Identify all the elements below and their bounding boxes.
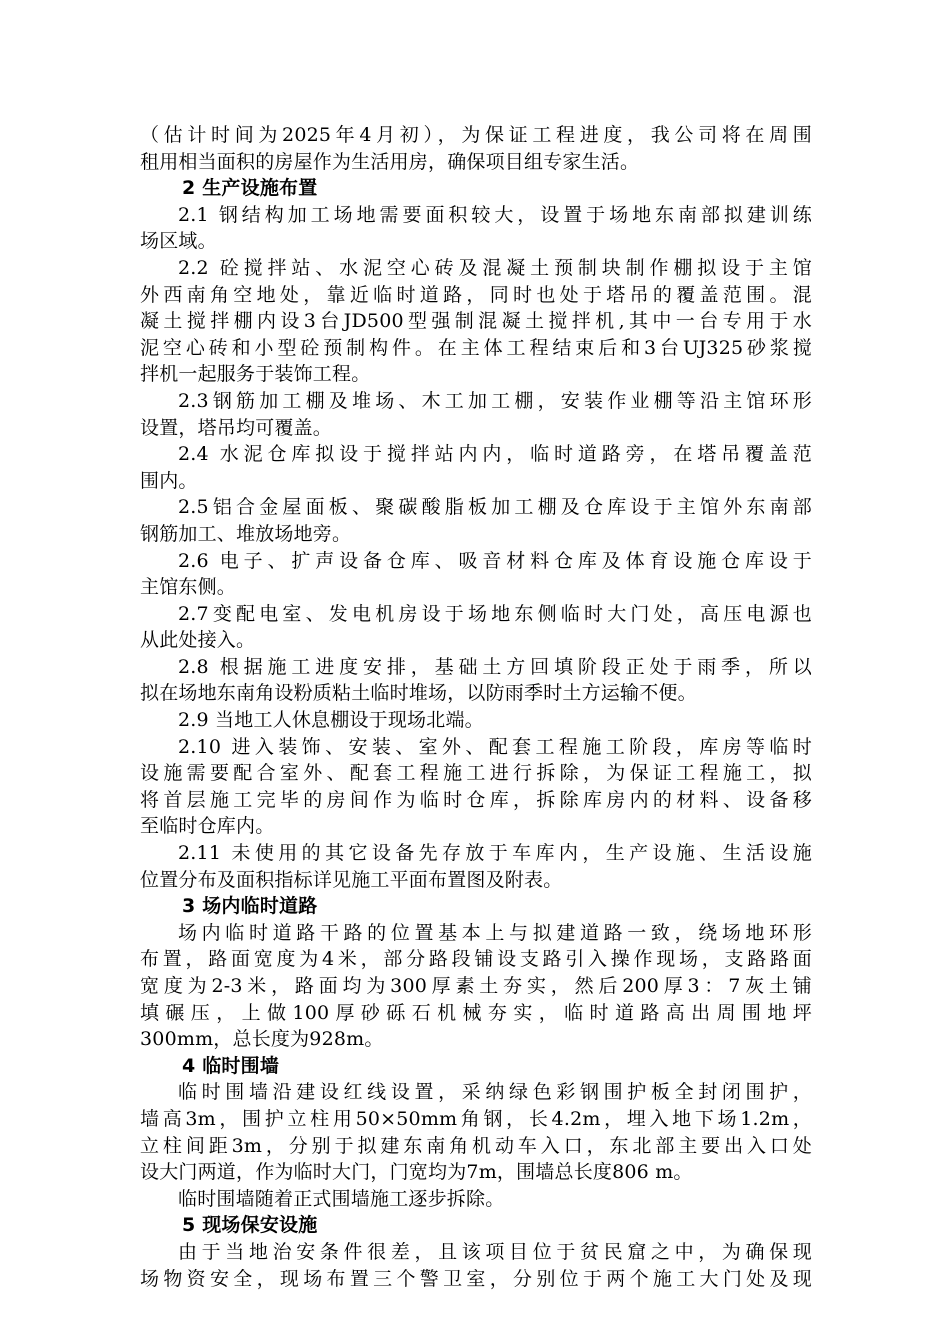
text-line: 2.6 电子、扩声设备仓库、吸音材料仓库及体育设施仓库设于 — [178, 549, 812, 572]
text-line: 主馆东侧。 — [140, 576, 237, 599]
text-line: 2.4 水泥仓库拟设于搅拌站内内，临时道路旁，在塔吊覆盖范 — [178, 443, 812, 466]
text-line: 位置分布及面积指标详见施工平面布置图及附表。 — [140, 868, 563, 891]
text-line: 宽度为2-3米，路面均为300厚素土夯实，然后200厚3：7灰土铺 — [140, 975, 812, 997]
text-line: 场内临时道路干路的位置基本上与拟建道路一致，绕场地环形 — [178, 921, 812, 944]
text-line: 布置，路面宽度为4米，部分路段铺设支路引入操作现场，支路路面 — [140, 948, 812, 971]
document-page — [140, 122, 812, 1292]
text-line: 设施需要配合室外、配套工程施工进行拆除，为保证工程施工，拟 — [140, 762, 812, 785]
section-heading-3: 3 场内临时道路 — [182, 895, 318, 918]
text-line: 2.1 钢结构加工场地需要面积较大，设置于场地东南部拟建训练 — [178, 203, 812, 226]
text-line: 临时围墙随着正式围墙施工逐步拆除。 — [178, 1187, 505, 1210]
text-line: 立柱间距3m，分别于拟建东南角机动车入口，东北部主要出入口处 — [140, 1134, 812, 1157]
text-line: 填碾压，上做100厚砂砾石机械夯实，临时道路高出周围地坪 — [140, 1001, 812, 1024]
text-line: 拌机一起服务于装饰工程。 — [140, 363, 371, 386]
section-heading-4: 4 临时围墙 — [182, 1054, 280, 1077]
text-line: 2.7变配电室、发电机房设于场地东侧临时大门处，高压电源也 — [178, 602, 812, 625]
text-line: 泥空心砖和小型砼预制构件。在主体工程结束后和3台UJ325砂浆搅 — [140, 336, 812, 359]
text-line: 场区域。 — [140, 230, 217, 253]
text-line: 2.3钢筋加工棚及堆场、木工加工棚，安装作业棚等沿主馆环形 — [178, 389, 812, 412]
text-line: 临时围墙沿建设红线设置，采纳绿色彩钢围护板全封闭围护， — [178, 1081, 812, 1104]
section-heading-5: 5 现场保安设施 — [182, 1214, 318, 1237]
text-line: 凝土搅拌棚内设3台JD500型强制混凝土搅拌机,其中一台专用于水 — [140, 310, 812, 333]
text-line: 2.11 未使用的其它设备先存放于车库内，生产设施、生活设施 — [178, 842, 812, 865]
text-line: 至临时仓库内。 — [140, 815, 275, 838]
section-heading-2: 2 生产设施布置 — [182, 177, 318, 200]
text-line: 300mm，总长度为928m。 — [140, 1028, 384, 1051]
text-line: 场物资安全，现场布置三个警卫室，分别位于两个施工大门处及现 — [140, 1267, 812, 1290]
text-line: 将首层施工完毕的房间作为临时仓库，拆除库房内的材料、设备移 — [140, 788, 812, 811]
text-line: 2.10 进入装饰、安装、室外、配套工程施工阶段，库房等临时 — [178, 735, 812, 758]
text-line: 2.5铝合金屋面板、聚碳酸脂板加工棚及仓库设于主馆外东南部 — [178, 496, 812, 519]
text-line: 外西南角空地处，靠近临时道路，同时也处于塔吊的覆盖范围。混 — [140, 283, 812, 306]
text-line: 2.9 当地工人休息棚设于现场北端。 — [178, 709, 484, 732]
text-line: 2.2 砼搅拌站、水泥空心砖及混凝土预制块制作棚拟设于主馆 — [178, 256, 812, 279]
text-line: 围内。 — [140, 469, 198, 492]
text-line: 钢筋加工、堆放场地旁。 — [140, 522, 352, 545]
text-line: 由于当地治安条件很差，且该项目位于贫民窟之中，为确保现 — [178, 1240, 812, 1263]
text-line: （估计时间为2025年4月初），为保证工程进度，我公司将在周围 — [140, 124, 812, 146]
text-line: 拟在场地东南角设粉质粘土临时堆场，以防雨季时土方运输不便。 — [140, 682, 697, 705]
text-line: 设置，塔吊均可覆盖。 — [140, 416, 333, 439]
text-line: 2.8 根据施工进度安排，基础土方回填阶段正处于雨季，所以 — [178, 655, 812, 678]
text-line: 墙高3m，围护立柱用50×50mm角钢，长4.2m，埋入地下场1.2m， — [140, 1107, 812, 1130]
text-line: 租用相当面积的房屋作为生活用房，确保项目组专家生活。 — [140, 150, 640, 173]
text-line: 设大门两道，作为临时大门，门宽均为7m，围墙总长度806 m。 — [140, 1161, 693, 1184]
text-line: 从此处接入。 — [140, 629, 256, 652]
